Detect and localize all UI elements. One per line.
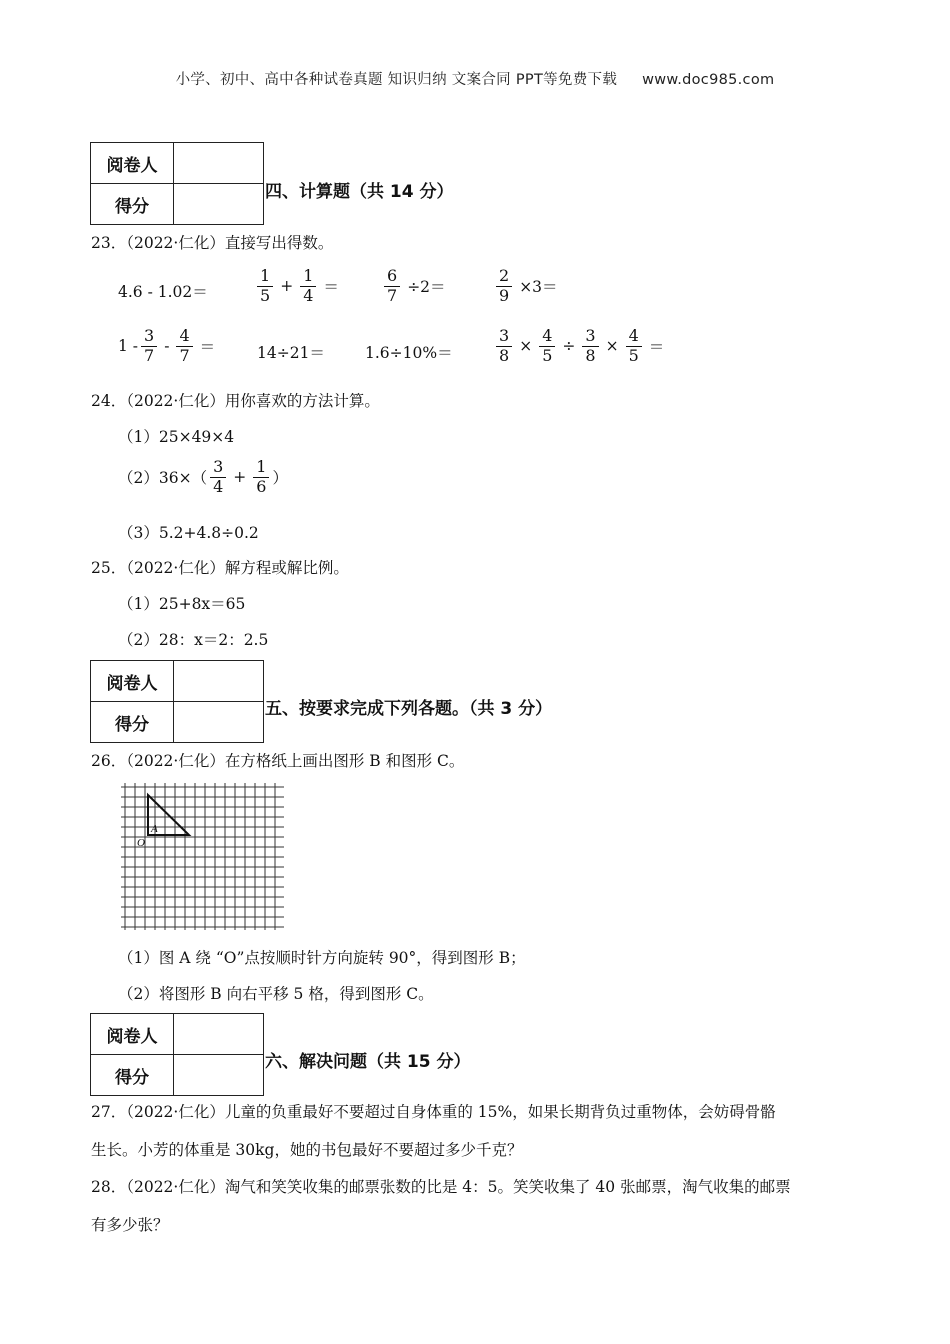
- q25-part-2: （2）28：x＝2：2.5: [118, 631, 269, 649]
- reviewer-label: 阅卷人: [91, 661, 174, 702]
- fraction: $\frac{2}{9}$: [496, 268, 512, 305]
- q23-expr-7: 1.6÷10%＝: [365, 344, 453, 362]
- fraction: $\frac{1}{5}$: [257, 268, 273, 305]
- section-6-title: 六、解决问题（共 15 分）: [265, 1052, 471, 1072]
- q23-title: 23．（2022·仁化）直接写出得数。: [91, 234, 334, 252]
- q24-part-3: （3）5.2+4.8÷0.2: [118, 524, 259, 542]
- q26-part-2: （2）将图形 B 向右平移 5 格，得到图形 C。: [118, 985, 434, 1003]
- fraction: $\frac{3}{7}$: [141, 328, 157, 365]
- fraction: $\frac{4}{7}$: [176, 328, 192, 365]
- q24-title: 24．（2022·仁化）用你喜欢的方法计算。: [91, 392, 380, 410]
- fraction: $\frac{4}{5}$: [539, 328, 555, 365]
- q23-expr-3: $\frac{6}{7}$ ÷2＝: [381, 268, 450, 305]
- q28-line-2: 有多少张？: [91, 1216, 169, 1234]
- header-text: 小学、初中、高中各种试卷真题 知识归纳 文案合同 PPT等免费下载: [175, 72, 618, 88]
- grader-box-5: [90, 660, 264, 743]
- reviewer-cell[interactable]: [174, 143, 264, 184]
- fraction: $\frac{4}{5}$: [626, 328, 642, 365]
- label-a: A: [151, 823, 158, 835]
- fraction: $\frac{1}{4}$: [300, 268, 316, 305]
- q23-expr-4: $\frac{2}{9}$ ×3＝: [493, 268, 562, 305]
- q27-text: [91, 1093, 861, 1169]
- page-header: [0, 68, 950, 89]
- score-label: 得分: [91, 702, 174, 743]
- q24-part-2: （2）36×（ $\frac{3}{4}$ + $\frac{1}{6}$ ）: [118, 457, 288, 496]
- score-cell[interactable]: [174, 184, 264, 225]
- score-cell[interactable]: [174, 1055, 264, 1096]
- q24-part-1: （1）25×49×4: [118, 428, 235, 446]
- q28-text: [91, 1168, 861, 1244]
- q28-line-1: 28．（2022·仁化）淘气和笑笑收集的邮票张数的比是 4：5。笑笑收集了 40 张邮票，淘气收集的邮票: [91, 1178, 791, 1196]
- section-5-title: 五、按要求完成下列各题。（共 3 分）: [265, 699, 553, 719]
- q27-line-2: 生长。小芳的体重是 30kg，她的书包最好不要超过多少千克？: [91, 1141, 523, 1159]
- fraction: $\frac{1}{6}$: [253, 459, 269, 496]
- q23-expr-8: $\frac{3}{8}$ × $\frac{4}{5}$ ÷ $\frac{3}{8}$ × $\frac{4}{5}$ ＝: [493, 328, 668, 365]
- q26-title: 26．（2022·仁化）在方格纸上画出图形 B 和图形 C。: [91, 752, 465, 770]
- fraction: $\frac{6}{7}$: [384, 268, 400, 305]
- grid-lines: [121, 783, 284, 930]
- label-o: O: [137, 837, 145, 849]
- section-4-title: 四、计算题（共 14 分）: [265, 182, 454, 202]
- q23-expr-2: $\frac{1}{5}$ + $\frac{1}{4}$ ＝: [254, 268, 343, 305]
- q25-part-1: （1）25+8x＝65: [118, 595, 246, 613]
- grid-paper-figure: [118, 780, 288, 932]
- header-url[interactable]: www.doc985.com: [642, 72, 775, 88]
- score-label: 得分: [91, 184, 174, 225]
- fraction: $\frac{3}{8}$: [582, 328, 598, 365]
- reviewer-label: 阅卷人: [91, 143, 174, 184]
- fraction: $\frac{3}{4}$: [210, 459, 226, 496]
- q25-title: 25．（2022·仁化）解方程或解比例。: [91, 559, 349, 577]
- grader-box-6: [90, 1013, 264, 1096]
- q27-line-1: 27．（2022·仁化）儿童的负重最好不要超过自身体重的 15%，如果长期背负过重物体，会妨碍骨骼: [91, 1103, 776, 1121]
- q26-part-1: （1）图 A 绕 “O”点按顺时针方向旋转 90°，得到图形 B；: [118, 949, 526, 967]
- q23-expr-5: 1 - $\frac{3}{7}$ - $\frac{4}{7}$ ＝: [118, 326, 216, 365]
- reviewer-label: 阅卷人: [91, 1014, 174, 1055]
- score-cell[interactable]: [174, 702, 264, 743]
- reviewer-cell[interactable]: [174, 661, 264, 702]
- grader-box-4: [90, 142, 264, 225]
- reviewer-cell[interactable]: [174, 1014, 264, 1055]
- score-label: 得分: [91, 1055, 174, 1096]
- q23-expr-6: 14÷21＝: [257, 344, 325, 362]
- q23-expr-1: 4.6 - 1.02＝: [118, 283, 208, 301]
- fraction: $\frac{3}{8}$: [496, 328, 512, 365]
